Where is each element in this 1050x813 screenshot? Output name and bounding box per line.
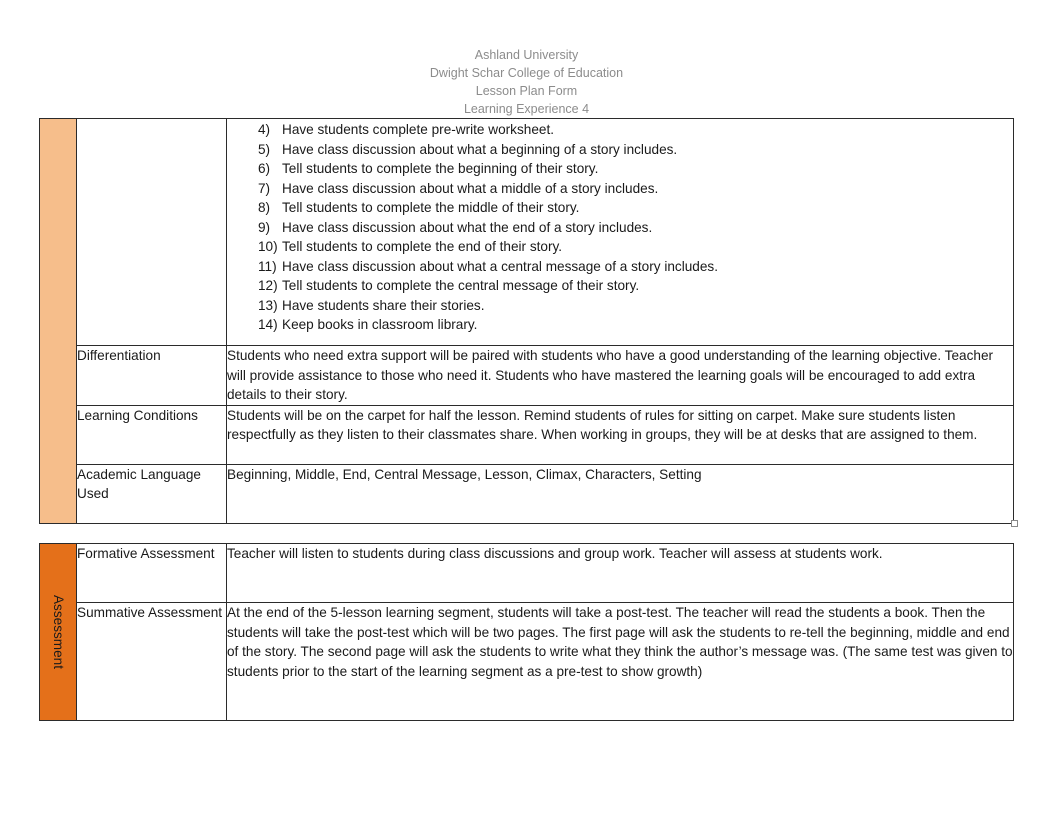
- step-number: 11): [258, 258, 277, 274]
- academic-language-label: Academic Language Used: [77, 464, 227, 523]
- step-text: Have class discussion about what a central message of a story includes.: [282, 258, 718, 274]
- step-text: Have students share their stories.: [282, 297, 485, 313]
- differentiation-label: Differentiation: [77, 346, 227, 406]
- procedure-steps-cell: [227, 119, 1014, 346]
- step-text: Have students complete pre-write worksheet.: [282, 122, 554, 137]
- step-text: Tell students to complete the beginning of their story.: [282, 161, 599, 176]
- step-number: 13): [258, 297, 278, 313]
- header-college: Dwight Schar College of Education: [429, 66, 624, 80]
- differentiation-content: Students who need extra support will be paired with students who have a good understanding of the learning objective. Teacher will provide assistance to those who need it. Students who have mastered the learning goals will be encouraged to add extra details to their story.: [227, 346, 1014, 406]
- procedure-step: [258, 179, 1013, 199]
- assessment-band: [40, 544, 77, 721]
- step-text: Tell students to complete the end of their story.: [282, 239, 563, 254]
- procedure-step: [258, 218, 1013, 238]
- procedure-steps-list: [227, 120, 1013, 335]
- procedure-step: [258, 257, 1013, 277]
- step-number: 12): [258, 278, 278, 293]
- header-form-title: Lesson Plan Form: [475, 84, 578, 98]
- step-text: Have class discussion about what the end of a story includes.: [282, 219, 653, 235]
- step-number: 8): [258, 200, 271, 215]
- lesson-plan-table: [39, 118, 1014, 524]
- procedure-step: [258, 140, 1013, 160]
- step-text: Have class discussion about what a middle of a story includes.: [282, 180, 659, 196]
- step-number: 10): [258, 239, 278, 254]
- step-text: Have class discussion about what a beginning of a story includes.: [282, 141, 678, 157]
- header-university: Ashland University: [474, 48, 579, 62]
- step-number: 7): [258, 180, 271, 196]
- learning-conditions-label: Learning Conditions: [77, 405, 227, 464]
- header-experience: Learning Experience 4: [463, 102, 590, 116]
- procedure-step: [258, 315, 1013, 335]
- learning-conditions-content: Students will be on the carpet for half the lesson. Remind students of rules for sitting on carpet. Make sure students listen respectfully as they listen to their classmates share. When working in groups, they will be at desks that are assigned to them.: [227, 405, 1014, 464]
- step-number: 6): [258, 161, 271, 176]
- step-number: 14): [258, 317, 278, 332]
- procedure-step: [258, 120, 1013, 140]
- section-band: [40, 119, 77, 524]
- step-number: 9): [258, 219, 271, 235]
- procedure-label-cell: [77, 119, 227, 346]
- formative-assessment-label: Formative Assessment: [77, 544, 227, 603]
- formative-assessment-content: Teacher will listen to students during class discussions and group work. Teacher will assess at students work.: [227, 544, 1014, 603]
- academic-language-content: Beginning, Middle, End, Central Message, Lesson, Climax, Characters, Setting: [227, 464, 1014, 523]
- document-header: [0, 46, 1050, 118]
- procedure-step: [258, 237, 1013, 257]
- procedure-step: [258, 198, 1013, 218]
- summative-assessment-label: Summative Assessment: [77, 603, 227, 721]
- assessment-table: [39, 543, 1014, 721]
- step-text: Tell students to complete the central message of their story.: [282, 278, 640, 293]
- table-resize-handle[interactable]: [1011, 520, 1018, 527]
- step-text: Keep books in classroom library.: [282, 317, 478, 332]
- summative-assessment-content: At the end of the 5-lesson learning segment, students will take a post-test. The teacher will read the students a book. Then the students will take the post-test which will be two pages. The first page will ask the students to re-tell the beginning, middle and end of the story. The second page will ask the students to write what they think the author’s message was. (The same test was given to students prior to the start of the learning segment as a pre-test to show growth): [227, 603, 1014, 721]
- procedure-step: [258, 159, 1013, 179]
- step-text: Tell students to complete the middle of their story.: [282, 200, 580, 215]
- assessment-section-label: Assessment: [50, 594, 66, 670]
- procedure-step: [258, 296, 1013, 316]
- step-number: 4): [258, 122, 271, 137]
- procedure-step: [258, 276, 1013, 296]
- step-number: 5): [258, 141, 271, 157]
